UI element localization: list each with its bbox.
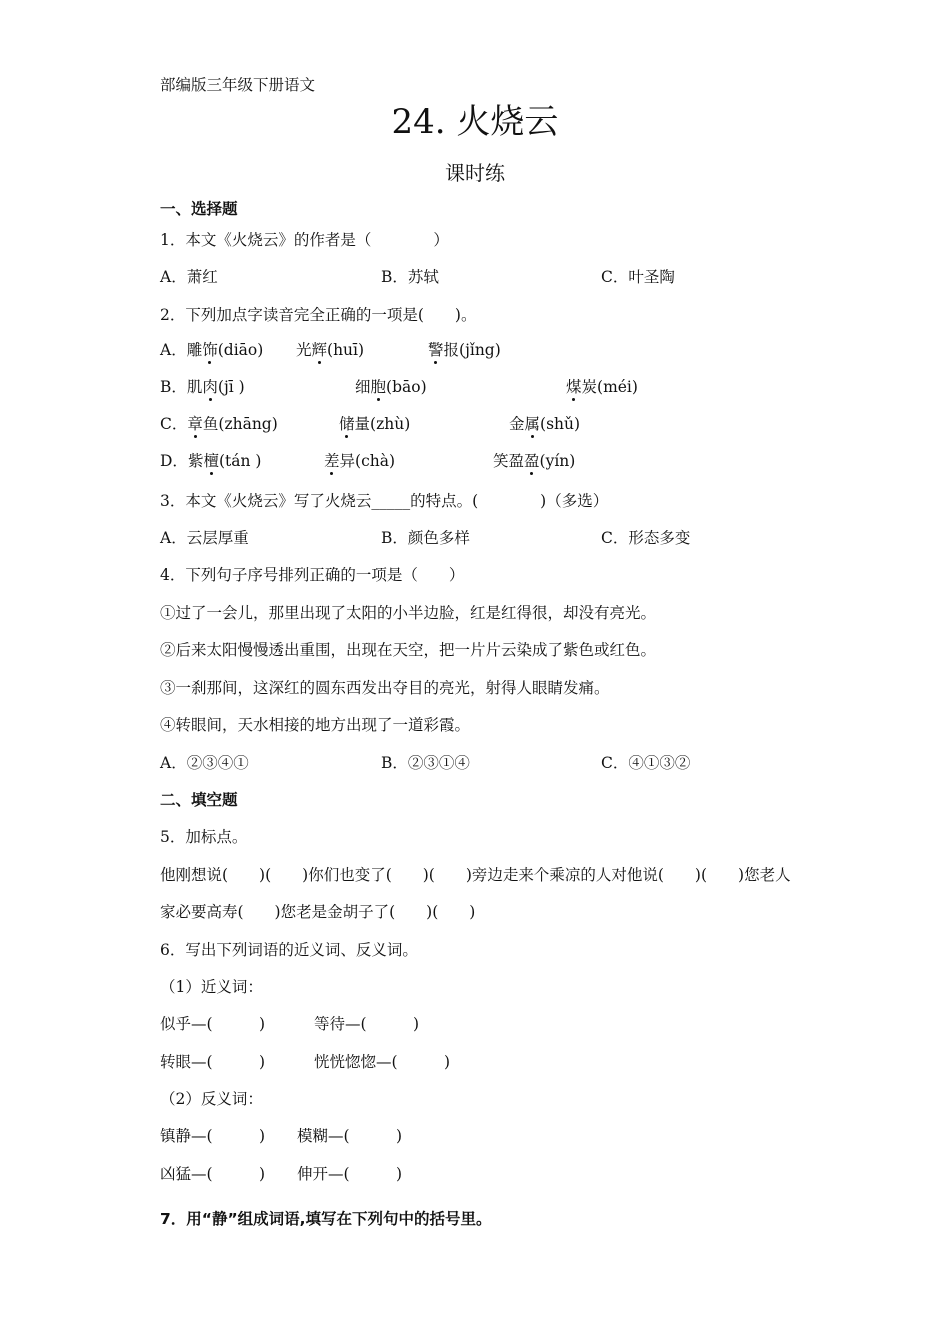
course-label: 部编版三年级下册语文	[160, 76, 316, 94]
question-4-sentence-3: ③一刹那间，这深红的圆东西发出夺目的亮光，射得人眼睛发痛。	[160, 679, 610, 697]
question-3-stem: 3．本文《火烧云》写了火烧云_____的特点。( )（多选）	[160, 492, 609, 510]
question-5-line-1: 他刚想说( )( )你们也变了( )( )旁边走来个乘凉的人对他说( )( )您老人	[160, 866, 791, 884]
synonym-item: 似乎—( )	[160, 1015, 266, 1033]
question-3-option-b: B．颜色多样	[381, 529, 470, 547]
question-2-option-c-item-2: 储量(zhù)	[339, 415, 411, 433]
question-2-option-b: B．肌肉(jī )	[160, 378, 245, 396]
synonym-item: 恍恍惚惚—( )	[314, 1053, 451, 1071]
question-1-option-a: A．萧红	[160, 268, 218, 286]
question-7-stem: 7．用“静”组成词语,填写在下列句中的括号里。	[160, 1210, 492, 1228]
page-title: 24. 火烧云	[391, 102, 559, 142]
antonym-item: 凶猛—( )	[160, 1165, 266, 1183]
question-2-option-b-item-3: 煤炭(méi)	[566, 378, 638, 396]
question-2-option-d-item-3: 笑盈盈(yín)	[493, 452, 576, 470]
antonym-item: 伸开—( )	[297, 1165, 403, 1183]
question-2-option-a-item-3: 警报(jǐng)	[428, 341, 501, 359]
question-4-option-b: B．②③①④	[381, 754, 470, 772]
question-4-option-c: C．④①③②	[601, 754, 691, 772]
question-4-option-a: A．②③④①	[160, 754, 249, 772]
question-4-sentence-4: ④转眼间，天水相接的地方出现了一道彩霞。	[160, 716, 471, 734]
question-5-stem: 5．加标点。	[160, 828, 248, 846]
question-1-stem: 1．本文《火烧云》的作者是（ ）	[160, 231, 449, 249]
synonym-item: 等待—( )	[314, 1015, 420, 1033]
question-6-stem: 6．写出下列词语的近义词、反义词。	[160, 941, 418, 959]
question-2-option-d-item-2: 差异(chà)	[324, 452, 396, 470]
question-2-option-d: D．紫檀(tán )	[160, 452, 262, 470]
page-subtitle: 课时练	[445, 161, 505, 185]
section-heading-fill: 二、填空题	[160, 791, 238, 809]
section-heading-choice: 一、选择题	[160, 200, 238, 218]
antonym-item: 模糊—( )	[297, 1127, 403, 1145]
antonym-item: 镇静—( )	[160, 1127, 266, 1145]
question-5-line-2: 家必要高寿( )您老是金胡子了( )( )	[160, 903, 476, 921]
question-2-option-c: C．章鱼(zhāng)	[160, 415, 278, 433]
question-4-stem: 4．下列句子序号排列正确的一项是（ ）	[160, 566, 465, 584]
question-2-stem: 2．下列加点字读音完全正确的一项是( )。	[160, 306, 477, 324]
question-2-option-a: A．雕饰(diāo)	[160, 341, 264, 359]
question-6-synonym-label: （1）近义词：	[160, 978, 263, 996]
question-4-sentence-2: ②后来太阳慢慢透出重围，出现在天空，把一片片云染成了紫色或红色。	[160, 641, 657, 659]
question-3-option-c: C．形态多变	[601, 529, 691, 547]
question-2-option-b-item-2: 细胞(bāo)	[355, 378, 427, 396]
question-4-sentence-1: ①过了一会儿，那里出现了太阳的小半边脸，红是红得很，却没有亮光。	[160, 604, 657, 622]
question-2-option-a-item-2: 光辉(huī)	[296, 341, 365, 359]
question-3-option-a: A．云层厚重	[160, 529, 249, 547]
question-6-antonym-label: （2）反义词：	[160, 1090, 263, 1108]
question-2-option-c-item-3: 金属(shǔ)	[509, 415, 581, 433]
synonym-item: 转眼—( )	[160, 1053, 266, 1071]
question-1-option-c: C．叶圣陶	[601, 268, 675, 286]
question-1-option-b: B．苏轼	[381, 268, 439, 286]
